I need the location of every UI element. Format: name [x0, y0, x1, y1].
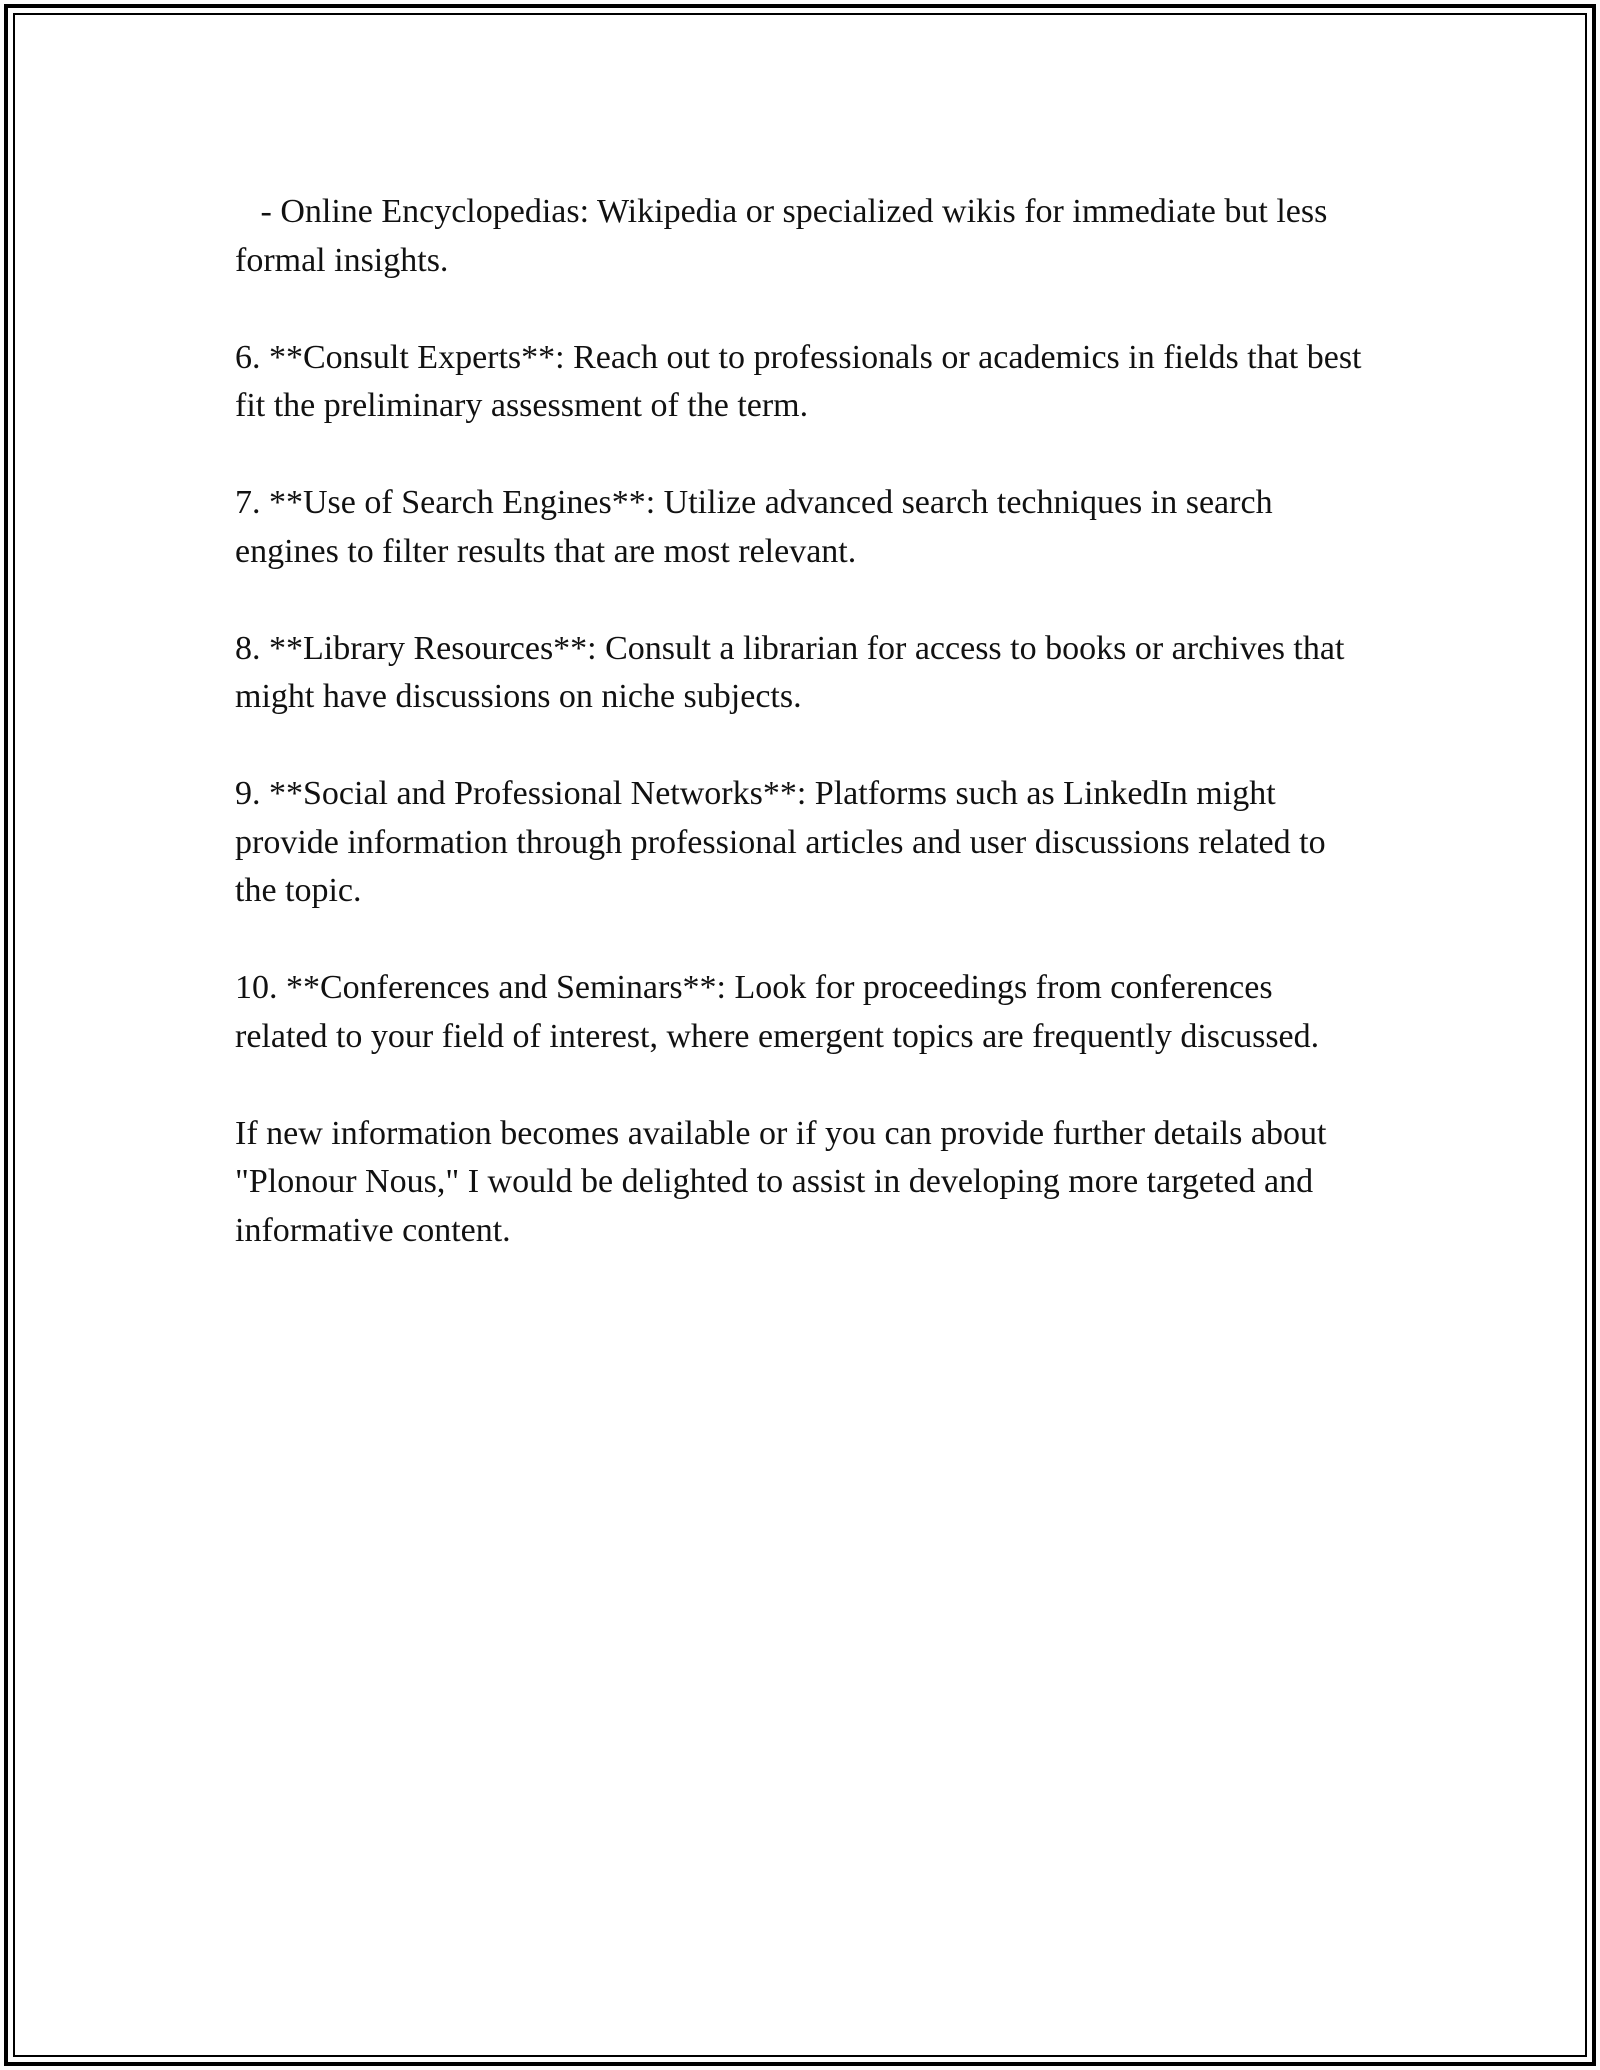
document-body [235, 188, 1370, 1304]
paragraph-online-encyclopedias: - Online Encyclopedias: Wikipedia or specialized wikis for immediate but less formal insights. [235, 193, 1336, 279]
list-item-search-engines: 7. **Use of Search Engines**: Utilize advanced search techniques in search engines to filter results that are most relevant. [235, 484, 1282, 570]
list-item-conferences: 10. **Conferences and Seminars**: Look for proceedings from conferences related to your field of interest, where emergent topics are frequently discussed. [235, 969, 1320, 1055]
closing-paragraph: If new information becomes available or if you can provide further details about "Plonour Nous," I would be delighted to assist in developing more targeted and informative content. [235, 1114, 1335, 1249]
list-item-social-networks: 9. **Social and Professional Networks**: Platforms such as LinkedIn might provide information through professional articles and user discussions related to the topic. [235, 775, 1335, 909]
list-item-library-resources: 8. **Library Resources**: Consult a librarian for access to books or archives that might have discussions on niche subjects. [235, 629, 1353, 715]
list-item-consult-experts: 6. **Consult Experts**: Reach out to professionals or academics in fields that best fit the preliminary assessment of the term. [235, 338, 1370, 424]
